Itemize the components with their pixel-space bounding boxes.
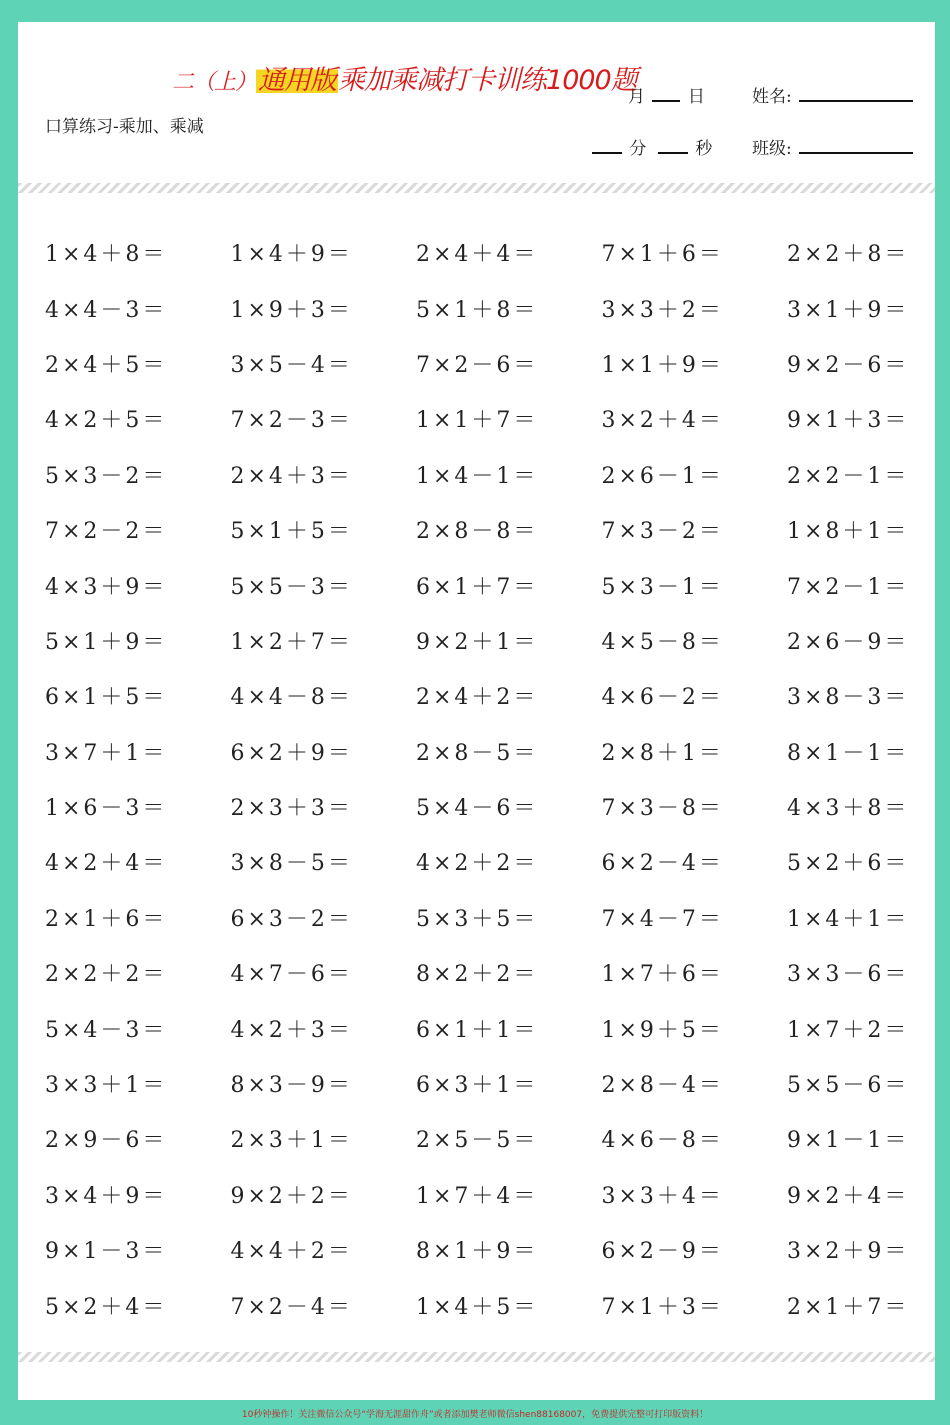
- problem-cell: 3×3＋1＝: [45, 1073, 168, 1099]
- problem-cell: 4×2＋3＝: [230, 1017, 353, 1043]
- problem-cell: 4×2＋4＝: [45, 851, 168, 877]
- problem-cell: 9×1＋3＝: [787, 408, 910, 434]
- problem-cell: 2×1＋7＝: [787, 1294, 910, 1320]
- class-blank[interactable]: [799, 150, 913, 154]
- problem-cell: 1×4－1＝: [416, 463, 539, 489]
- problem-cell: 6×3－2＝: [230, 906, 353, 932]
- problem-cell: 1×1＋9＝: [601, 352, 724, 378]
- month-label: 月: [628, 87, 645, 107]
- problem-cell: 2×3＋3＝: [230, 796, 353, 822]
- problem-cell: 5×2＋6＝: [787, 851, 910, 877]
- problem-cell: 7×1＋3＝: [601, 1294, 724, 1320]
- problem-cell: 1×1＋7＝: [416, 408, 539, 434]
- problem-cell: 2×8＋1＝: [601, 740, 724, 766]
- problem-cell: 1×4＋1＝: [787, 906, 910, 932]
- problem-cell: 5×5－6＝: [787, 1073, 910, 1099]
- problem-cell: 2×6－1＝: [601, 463, 724, 489]
- day-label: 日: [687, 87, 705, 107]
- date-field: [628, 82, 705, 107]
- problem-cell: 2×6－9＝: [787, 629, 910, 655]
- bottom-divider: [18, 1352, 935, 1362]
- worksheet-subtitle: 口算练习-乘加、乘减: [45, 117, 204, 137]
- problem-cell: 7×1＋6＝: [601, 242, 724, 268]
- problem-cell: 3×2＋9＝: [787, 1239, 910, 1265]
- problem-cell: 8×2＋2＝: [416, 962, 539, 988]
- problem-cell: 5×1＋5＝: [230, 519, 353, 545]
- problem-cell: 7×2－4＝: [230, 1294, 353, 1320]
- problem-cell: 1×4＋8＝: [45, 242, 168, 268]
- problem-cell: 4×4－3＝: [45, 297, 168, 323]
- class-field: [752, 134, 915, 159]
- problem-cell: 4×3＋9＝: [45, 574, 168, 600]
- problem-cell: 7×3－8＝: [601, 796, 724, 822]
- top-divider: [18, 183, 935, 193]
- problem-cell: 2×4＋3＝: [230, 463, 353, 489]
- problem-cell: 3×8－5＝: [230, 851, 353, 877]
- problem-cell: 4×4＋2＝: [230, 1239, 353, 1265]
- problem-cell: 6×3＋1＝: [416, 1073, 539, 1099]
- problem-cell: 2×2＋2＝: [45, 962, 168, 988]
- problem-cell: 8×1－1＝: [787, 740, 910, 766]
- second-label: 秒: [695, 139, 713, 159]
- problem-cell: 1×9＋5＝: [601, 1017, 724, 1043]
- problem-cell: 9×2＋4＝: [787, 1183, 910, 1209]
- second-blank[interactable]: [658, 150, 688, 154]
- problem-cell: 5×1＋8＝: [416, 297, 539, 323]
- problem-cell: 1×4＋5＝: [416, 1294, 539, 1320]
- problem-cell: 9×2＋2＝: [230, 1183, 353, 1209]
- title-rest: 乘加乘减打卡训练1000题: [338, 65, 637, 96]
- problem-cell: 7×2－2＝: [45, 519, 168, 545]
- problem-cell: 2×5－5＝: [416, 1128, 539, 1154]
- minute-blank[interactable]: [592, 150, 622, 154]
- problem-cell: 2×8－8＝: [416, 519, 539, 545]
- problem-cell: 5×4－6＝: [416, 796, 539, 822]
- problem-cell: 3×3＋4＝: [601, 1183, 724, 1209]
- problem-cell: 2×3＋1＝: [230, 1128, 353, 1154]
- problem-cell: 3×8－3＝: [787, 685, 910, 711]
- problem-cell: 4×2＋2＝: [416, 851, 539, 877]
- problem-cell: 3×7＋1＝: [45, 740, 168, 766]
- problem-grid: [45, 225, 950, 1333]
- problem-cell: 1×8＋1＝: [787, 519, 910, 545]
- problem-cell: 9×2＋1＝: [416, 629, 539, 655]
- title-grade: 二（上）: [172, 70, 257, 95]
- problem-cell: 7×2－6＝: [416, 352, 539, 378]
- problem-cell: 7×4－7＝: [601, 906, 724, 932]
- problem-cell: 4×3＋8＝: [787, 796, 910, 822]
- problem-cell: 5×5－3＝: [230, 574, 353, 600]
- name-label: 姓名:: [752, 87, 792, 107]
- problem-cell: 5×3－2＝: [45, 463, 168, 489]
- problem-cell: 2×9－6＝: [45, 1128, 168, 1154]
- name-field: [752, 82, 915, 107]
- problem-cell: 5×4－3＝: [45, 1017, 168, 1043]
- problem-cell: 1×9＋3＝: [230, 297, 353, 323]
- problem-cell: 2×8－4＝: [601, 1073, 724, 1099]
- problem-cell: 7×2－3＝: [230, 408, 353, 434]
- problem-cell: 6×1＋7＝: [416, 574, 539, 600]
- problem-cell: 3×4＋9＝: [45, 1183, 168, 1209]
- problem-cell: 2×2－1＝: [787, 463, 910, 489]
- problem-cell: 4×7－6＝: [230, 962, 353, 988]
- name-blank[interactable]: [799, 98, 913, 102]
- problem-cell: 6×1＋1＝: [416, 1017, 539, 1043]
- problem-cell: 4×6－8＝: [601, 1128, 724, 1154]
- problem-cell: 6×1＋5＝: [45, 685, 168, 711]
- class-label: 班级:: [752, 139, 792, 159]
- problem-cell: 1×7＋4＝: [416, 1183, 539, 1209]
- problem-cell: 6×2＋9＝: [230, 740, 353, 766]
- problem-cell: 5×3＋5＝: [416, 906, 539, 932]
- problem-cell: 1×4＋9＝: [230, 242, 353, 268]
- title-highlight: 通用版: [258, 65, 337, 96]
- problem-cell: 1×7＋6＝: [601, 962, 724, 988]
- problem-cell: 5×1＋9＝: [45, 629, 168, 655]
- problem-cell: 3×1＋9＝: [787, 297, 910, 323]
- problem-cell: 9×1－3＝: [45, 1239, 168, 1265]
- problem-cell: 4×6－2＝: [601, 685, 724, 711]
- problem-cell: 4×5－8＝: [601, 629, 724, 655]
- problem-cell: 2×4＋2＝: [416, 685, 539, 711]
- problem-cell: 4×2＋5＝: [45, 408, 168, 434]
- problem-cell: 2×8－5＝: [416, 740, 539, 766]
- time-field: [590, 134, 712, 159]
- problem-cell: 3×5－4＝: [230, 352, 353, 378]
- problem-cell: 7×2－1＝: [787, 574, 910, 600]
- problem-cell: 9×2－6＝: [787, 352, 910, 378]
- problem-cell: 3×3－6＝: [787, 962, 910, 988]
- problem-cell: 6×2－4＝: [601, 851, 724, 877]
- problem-cell: 4×4－8＝: [230, 685, 353, 711]
- problem-cell: 8×1＋9＝: [416, 1239, 539, 1265]
- problem-cell: 2×4＋5＝: [45, 352, 168, 378]
- problem-cell: 1×7＋2＝: [787, 1017, 910, 1043]
- problem-cell: 8×3－9＝: [230, 1073, 353, 1099]
- problem-cell: 2×2＋8＝: [787, 242, 910, 268]
- problem-cell: 7×3－2＝: [601, 519, 724, 545]
- problem-cell: 6×2－9＝: [601, 1239, 724, 1265]
- problem-cell: 2×1＋6＝: [45, 906, 168, 932]
- problem-cell: 3×2＋4＝: [601, 408, 724, 434]
- problem-cell: 1×6－3＝: [45, 796, 168, 822]
- footer-note: 10秒钟操作！关注微信公众号“学海无涯甜作舟”或者添加樊老师微信shen88168007，免费提供完整可打印版资料！: [241, 1410, 709, 1420]
- problem-cell: 5×2＋4＝: [45, 1294, 168, 1320]
- problem-cell: 3×3＋2＝: [601, 297, 724, 323]
- problem-cell: 5×3－1＝: [601, 574, 724, 600]
- problem-cell: 1×2＋7＝: [230, 629, 353, 655]
- problem-cell: 9×1－1＝: [787, 1128, 910, 1154]
- day-blank[interactable]: [652, 98, 680, 102]
- problem-cell: 2×4＋4＝: [416, 242, 539, 268]
- minute-label: 分: [629, 139, 647, 159]
- worksheet-title: [172, 58, 672, 97]
